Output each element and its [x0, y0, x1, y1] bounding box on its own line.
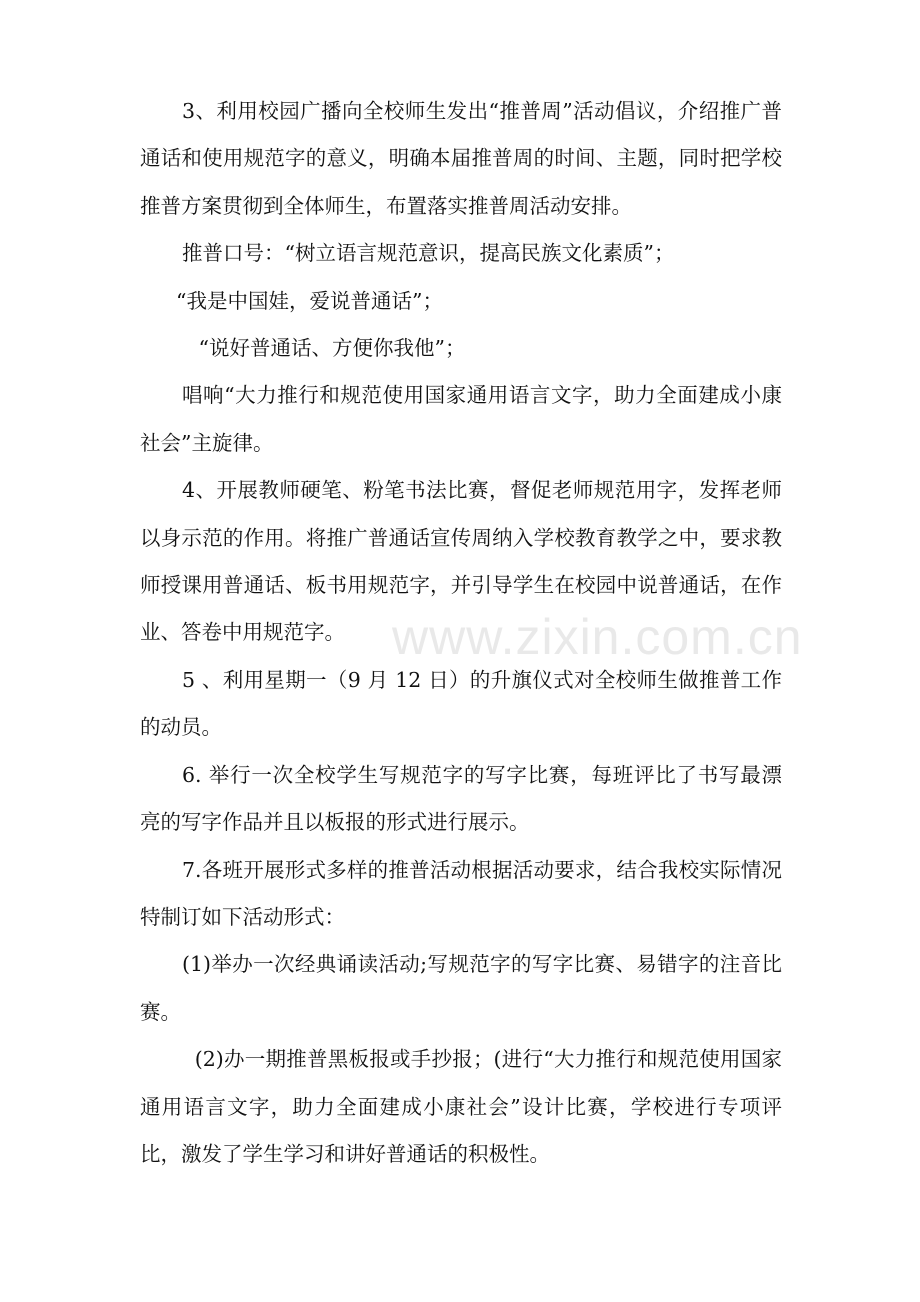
sub-item-1: (1)举办一次经典诵读活动;写规范字的写字比赛、易错字的注音比赛。: [140, 952, 782, 1024]
slogan-line-2: “说好普通话、方便你我他”；: [192, 336, 466, 361]
theme-paragraph: 唱响“大力推行和规范使用国家通用语言文字，助力全面建成小康社会”主旋律。: [140, 383, 782, 455]
slogan-intro: 推普口号：“树立语言规范意识，提高民族文化素质”；: [182, 241, 675, 266]
sub-item-2: (2)办一期推普黑板报或手抄报；(进行“大力推行和规范使用国家通用语言文字，助力全面建成小康社会”设计比赛，学校进行专项评比，激发了学生学习和讲好普通话的积极性。: [140, 1047, 782, 1166]
document-body: [140, 88, 782, 1178]
watermark: www.zixin.com.cn: [392, 609, 803, 665]
paragraph-item-6-writing-contest: 6. 举行一次全校学生写规范字的写字比赛，每班评比了书写最漂亮的写字作品并且以板报的形式进行展示。: [140, 762, 782, 835]
slogan-line-1: “我是中国娃，爱说普通话”；: [176, 288, 443, 313]
paragraph-item-4-teachers: 4、开展教师硬笔、粉笔书法比赛，督促老师规范用字，发挥老师以身示范的作用。将推广普通话宣传周纳入学校教育教学之中，要求教师授课用普通话、板书用规范字，并引导学生在校园中说普通话，在作业、答卷中用规范字。: [140, 478, 782, 645]
paragraph-item-3-broadcast: 3、利用校园广播向全校师生发出“推普周”活动倡议，介绍推广普通话和使用规范字的意义，明确本届推普周的时间、主题，同时把学校推普方案贯彻到全体师生，布置落实推普周活动安排。: [140, 99, 782, 218]
paragraph-item-5-flag-ceremony: 5 、利用星期一（9 月 12 日）的升旗仪式对全校师生做推普工作的动员。: [140, 667, 782, 740]
paragraph-item-7-class-activities: 7.各班开展形式多样的推普活动根据活动要求，结合我校实际情况特制订如下活动形式：: [140, 857, 782, 929]
